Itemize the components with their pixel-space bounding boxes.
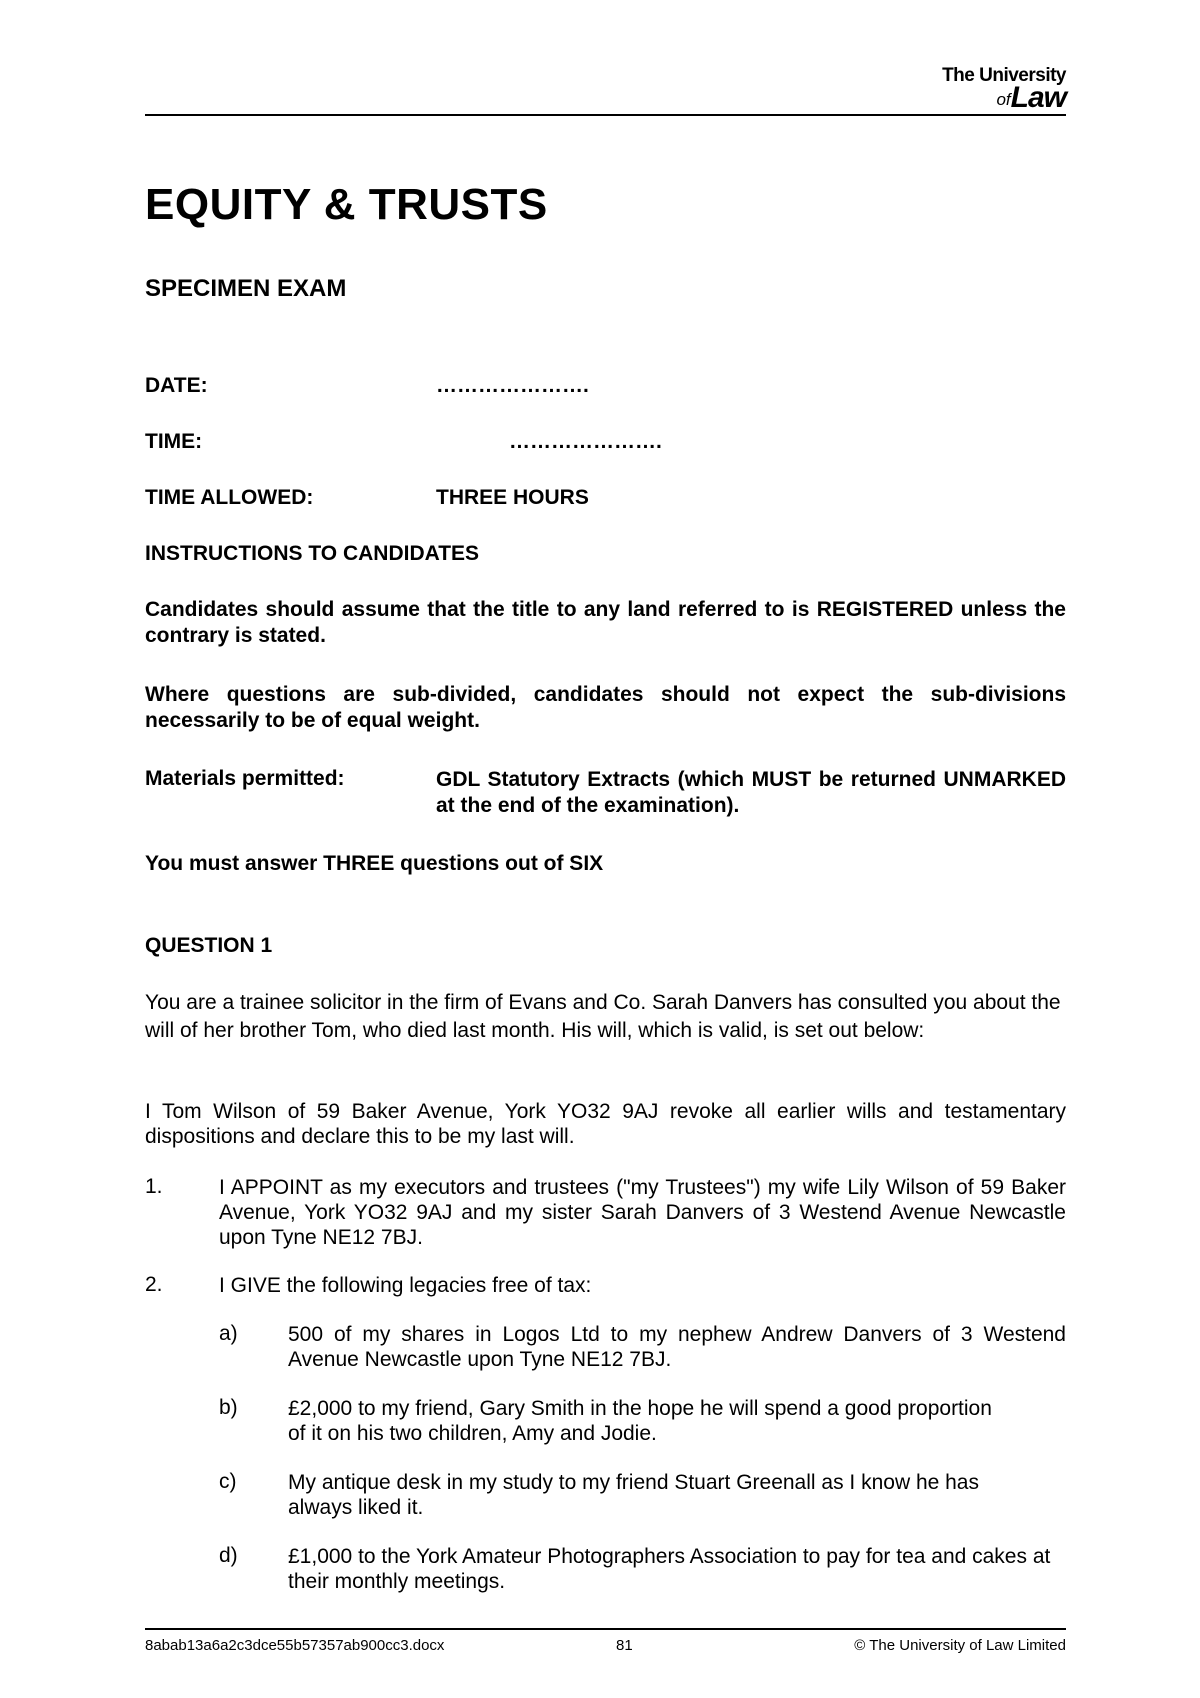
logo-line-1: The University bbox=[942, 65, 1066, 86]
footer-page-number: 81 bbox=[616, 1637, 633, 1654]
footer-copyright: © The University of Law Limited bbox=[854, 1637, 1066, 1654]
time-value: …………………. bbox=[509, 430, 662, 453]
clause-number: 2. bbox=[145, 1273, 163, 1296]
legacy-label: c) bbox=[219, 1470, 237, 1493]
header-rule bbox=[145, 114, 1066, 116]
footer-filename: 8abab13a6a2c3dce55b57357ab900cc3.docx bbox=[145, 1637, 445, 1654]
materials-value: GDL Statutory Extracts (which MUST be returned UNMARKED at the end of the examination). bbox=[436, 768, 1066, 817]
legacy-text: £1,000 to the York Amateur Photographers Association to pay for tea and cakes at their monthly meetings. bbox=[288, 1545, 1051, 1593]
legacy-text: 500 of my shares in Logos Ltd to my nephew Andrew Danvers of 3 Westend Avenue Newcastle upon Tyne NE12 7BJ. bbox=[288, 1323, 1066, 1371]
legacy-label: d) bbox=[219, 1544, 238, 1567]
date-value: …………………. bbox=[436, 374, 589, 397]
time-label: TIME: bbox=[145, 430, 203, 453]
materials-label: Materials permitted: bbox=[145, 767, 345, 790]
legacy-text: £2,000 to my friend, Gary Smith in the hope he will spend a good proportion of it on his two children, Amy and Jodie. bbox=[288, 1397, 992, 1445]
instructions-heading: INSTRUCTIONS TO CANDIDATES bbox=[145, 542, 480, 565]
legacy-label: b) bbox=[219, 1396, 238, 1419]
clause-number: 1. bbox=[145, 1175, 163, 1198]
time-allowed-value: THREE HOURS bbox=[436, 486, 589, 509]
clause-text: I GIVE the following legacies free of tax: bbox=[219, 1274, 592, 1297]
logo-law: Law bbox=[1010, 81, 1066, 114]
legacy-text: My antique desk in my study to my friend Stuart Greenall as I know he has always liked it. bbox=[288, 1471, 979, 1519]
logo-of: of bbox=[996, 90, 1011, 109]
page-title: EQUITY & TRUSTS bbox=[145, 180, 548, 229]
answer-instruction: You must answer THREE questions out of SIX bbox=[145, 852, 604, 875]
instruction-sub-divisions: Where questions are sub-divided, candidates should not expect the sub-divisions necessarily to be of equal weight. bbox=[145, 683, 1066, 732]
footer-rule bbox=[145, 1628, 1066, 1630]
question-1-intro: You are a trainee solicitor in the firm of Evans and Co. Sarah Danvers has consulted you about the will of her brother Tom, who died last month. His will, which is valid, is set out below: bbox=[145, 991, 1061, 1042]
legacy-label: a) bbox=[219, 1322, 238, 1345]
time-allowed-label: TIME ALLOWED: bbox=[145, 486, 314, 509]
university-logo bbox=[942, 66, 1066, 113]
question-1-heading: QUESTION 1 bbox=[145, 934, 273, 957]
clause-text: I APPOINT as my executors and trustees ("my Trustees") my wife Lily Wilson of 59 Baker Avenue, York YO32 9AJ and my sister Sarah Danvers of 3 Westend Avenue Newcastle upon Tyne NE12 7BJ. bbox=[219, 1176, 1066, 1249]
page-subtitle: SPECIMEN EXAM bbox=[145, 275, 347, 302]
instruction-registered-land: Candidates should assume that the title to any land referred to is REGISTERED unless the contrary is stated. bbox=[145, 598, 1066, 647]
will-opening: I Tom Wilson of 59 Baker Avenue, York YO32 9AJ revoke all earlier wills and testamentary dispositions and declare this to be my last will. bbox=[145, 1100, 1066, 1148]
date-label: DATE: bbox=[145, 374, 208, 397]
